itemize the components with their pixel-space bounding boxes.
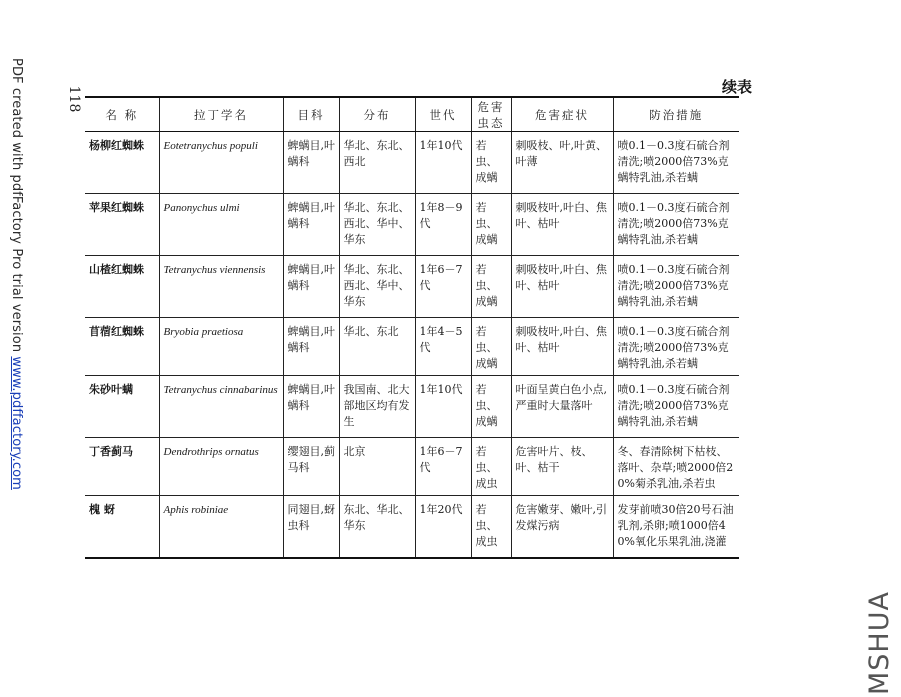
cell-control-measures: 喷0.1－0.3度石硫合剂清洗;喷2000倍73%克螨特乳油,杀若螨: [613, 376, 739, 438]
cell-common-name: 山楂红蜘蛛: [85, 256, 159, 318]
cell-symptoms: 刺吸枝叶,叶白、焦叶、枯叶: [511, 318, 613, 376]
cell-damaging-stage: 若虫、成螨: [471, 318, 511, 376]
table-row: [85, 438, 739, 496]
table-row: [85, 318, 739, 376]
cell-distribution: 我国南、北大部地区均有发生: [339, 376, 415, 438]
cell-generations: 1年6－7代: [415, 438, 471, 496]
cell-common-name: 朱砂叶螨: [85, 376, 159, 438]
header-generations: 世代: [415, 97, 471, 132]
cell-damaging-stage: 若虫、成虫: [471, 496, 511, 558]
cell-latin-name: Tetranychus cinnabarinus: [159, 376, 283, 438]
header-name: 名 称: [85, 97, 159, 132]
pdffactory-watermark: [4, 58, 24, 490]
cell-generations: 1年8－9代: [415, 194, 471, 256]
table-row: [85, 256, 739, 318]
table-row: [85, 496, 739, 558]
cell-generations: 1年10代: [415, 376, 471, 438]
cell-latin-name: Aphis robiniae: [159, 496, 283, 558]
header-symptoms: 危害症状: [511, 97, 613, 132]
cell-order-family: 同翅目,蚜虫科: [283, 496, 339, 558]
header-damaging-stage: 危害虫态: [471, 97, 511, 132]
table-row: [85, 376, 739, 438]
cell-common-name: 苜蓿红蜘蛛: [85, 318, 159, 376]
header-distribution: 分布: [339, 97, 415, 132]
cell-damaging-stage: 若虫、成虫: [471, 438, 511, 496]
cell-order-family: 蜱螨目,叶螨科: [283, 256, 339, 318]
cell-symptoms: 刺吸枝叶,叶白、焦叶、枯叶: [511, 256, 613, 318]
pdffactory-link[interactable]: www.pdffactory.com: [9, 356, 24, 490]
cell-generations: 1年6－7代: [415, 256, 471, 318]
corner-watermark: MSHUA: [864, 591, 895, 695]
cell-distribution: 华北、东北、西北: [339, 132, 415, 194]
cell-distribution: 华北、东北、西北、华中、华东: [339, 194, 415, 256]
cell-distribution: 东北、华北、华东: [339, 496, 415, 558]
cell-distribution: 华北、东北、西北、华中、华东: [339, 256, 415, 318]
cell-generations: 1年4－5代: [415, 318, 471, 376]
cell-symptoms: 危害嫩芽、嫩叶,引发煤污病: [511, 496, 613, 558]
cell-control-measures: 冬、春清除树下枯枝、落叶、杂草;喷2000倍20%菊杀乳油,杀若虫: [613, 438, 739, 496]
cell-distribution: 北京: [339, 438, 415, 496]
cell-symptoms: 叶面呈黄白色小点,严重时大量落叶: [511, 376, 613, 438]
table-row: [85, 132, 739, 194]
cell-damaging-stage: 若虫、成螨: [471, 132, 511, 194]
cell-common-name: 槐 蚜: [85, 496, 159, 558]
cell-order-family: 蜱螨目,叶螨科: [283, 194, 339, 256]
header-order-family: 目科: [283, 97, 339, 132]
cell-latin-name: Eotetranychus populi: [159, 132, 283, 194]
cell-control-measures: 喷0.1－0.3度石硫合剂清洗;喷2000倍73%克螨特乳油,杀若螨: [613, 132, 739, 194]
cell-latin-name: Bryobia praetiosa: [159, 318, 283, 376]
continued-table-label: 续表: [721, 78, 752, 96]
cell-distribution: 华北、东北: [339, 318, 415, 376]
cell-order-family: 缨翅目,蓟马科: [283, 438, 339, 496]
page-number: 118: [66, 85, 82, 113]
cell-latin-name: Panonychus ulmi: [159, 194, 283, 256]
header-latin-name: 拉丁学名: [159, 97, 283, 132]
cell-latin-name: Tetranychus viennensis: [159, 256, 283, 318]
cell-common-name: 苹果红蜘蛛: [85, 194, 159, 256]
watermark-text: PDF created with pdfFactory Pro trial version: [9, 58, 24, 357]
cell-common-name: 杨柳红蜘蛛: [85, 132, 159, 194]
cell-damaging-stage: 若虫、成螨: [471, 194, 511, 256]
cell-common-name: 丁香蓟马: [85, 438, 159, 496]
header-control-measures: 防治措施: [613, 97, 739, 132]
cell-order-family: 蜱螨目,叶螨科: [283, 132, 339, 194]
cell-control-measures: 喷0.1－0.3度石硫合剂清洗;喷2000倍73%克螨特乳油,杀若螨: [613, 256, 739, 318]
cell-order-family: 蜱螨目,叶螨科: [283, 376, 339, 438]
cell-damaging-stage: 若虫、成螨: [471, 376, 511, 438]
cell-damaging-stage: 若虫、成螨: [471, 256, 511, 318]
cell-control-measures: 喷0.1－0.3度石硫合剂清洗;喷2000倍73%克螨特乳油,杀若螨: [613, 194, 739, 256]
cell-control-measures: 喷0.1－0.3度石硫合剂清洗;喷2000倍73%克螨特乳油,杀若螨: [613, 318, 739, 376]
cell-symptoms: 刺吸枝叶,叶白、焦叶、枯叶: [511, 194, 613, 256]
table-row: [85, 194, 739, 256]
cell-generations: 1年10代: [415, 132, 471, 194]
cell-symptoms: 危害叶片、枝、叶、枯干: [511, 438, 613, 496]
cell-symptoms: 刺吸枝、叶,叶黄、叶薄: [511, 132, 613, 194]
cell-control-measures: 发芽前喷30倍20号石油乳剂,杀卵;喷1000倍40%氧化乐果乳油,浇灌: [613, 496, 739, 558]
cell-latin-name: Dendrothrips ornatus: [159, 438, 283, 496]
pest-control-table: [85, 96, 739, 559]
table-header-row: [85, 97, 739, 132]
cell-generations: 1年20代: [415, 496, 471, 558]
cell-order-family: 蜱螨目,叶螨科: [283, 318, 339, 376]
